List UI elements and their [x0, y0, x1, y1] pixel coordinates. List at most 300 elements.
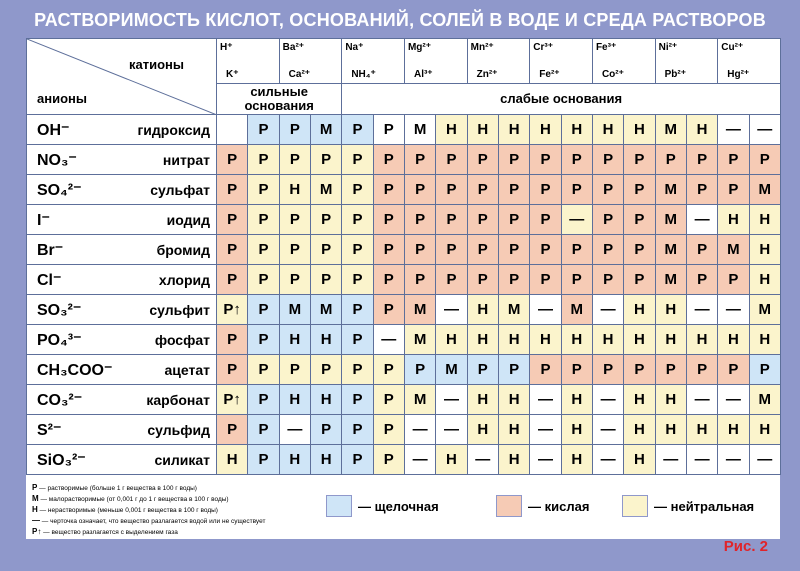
solubility-cell: Р — [404, 355, 435, 385]
solubility-cell: Н — [467, 415, 498, 445]
cation-pair-cell — [279, 39, 342, 84]
solubility-cell: Р — [248, 145, 279, 175]
legend-label: — щелочная — [358, 498, 439, 514]
anion-cell — [27, 145, 217, 175]
solubility-cell: Р — [530, 145, 561, 175]
solubility-cell: М — [655, 175, 686, 205]
solubility-cell: М — [404, 385, 435, 415]
solubility-cell: Р — [217, 145, 248, 175]
solubility-cell: Н — [749, 205, 780, 235]
solubility-cell: Р — [592, 355, 623, 385]
solubility-cell: М — [310, 115, 341, 145]
solubility-cell: М — [655, 235, 686, 265]
solubility-cell: — — [686, 445, 717, 475]
cation-bottom: K⁺ — [226, 69, 239, 80]
anion-cell — [27, 355, 217, 385]
solubility-cell: Р — [498, 235, 529, 265]
solubility-cell: Р — [467, 205, 498, 235]
solubility-cell: Р — [342, 355, 373, 385]
solubility-cell: Н — [561, 415, 592, 445]
solubility-cell: Н — [467, 385, 498, 415]
cation-pair-cell — [592, 39, 655, 84]
legend-notes — [32, 483, 265, 538]
legend-swatch — [496, 495, 522, 517]
solubility-cell: Р — [592, 265, 623, 295]
table-row — [27, 235, 781, 265]
solubility-cell: Р — [279, 235, 310, 265]
solubility-cell: — — [749, 445, 780, 475]
table-row — [27, 115, 781, 145]
solubility-cell: Р↑ — [217, 385, 248, 415]
solubility-cell: Р — [592, 235, 623, 265]
solubility-cell: Р — [310, 235, 341, 265]
solubility-cell: М — [498, 295, 529, 325]
solubility-cell: Н — [624, 445, 655, 475]
solubility-cell: — — [686, 295, 717, 325]
solubility-cell: М — [436, 355, 467, 385]
anion-name: сульфат — [150, 182, 210, 198]
solubility-cell: Н — [624, 385, 655, 415]
table-row — [27, 385, 781, 415]
anion-cell — [27, 235, 217, 265]
solubility-cell: Р — [624, 145, 655, 175]
anion-formula: SiO₃²⁻ — [37, 452, 86, 469]
anion-name: сульфит — [149, 302, 210, 318]
cation-bottom: Pb²⁺ — [664, 69, 686, 80]
cation-top: Fe³⁺ — [595, 42, 617, 53]
solubility-cell: — — [749, 115, 780, 145]
solubility-cell: Р — [342, 175, 373, 205]
solubility-cell: Р — [592, 205, 623, 235]
solubility-cell: Р — [498, 145, 529, 175]
solubility-cell: — — [404, 415, 435, 445]
solubility-cell: Р — [686, 355, 717, 385]
solubility-cell: Р — [342, 325, 373, 355]
solubility-cell: Р — [248, 235, 279, 265]
solubility-cell: Р — [342, 415, 373, 445]
solubility-cell: М — [404, 295, 435, 325]
solubility-cell: — — [592, 445, 623, 475]
legend-note — [32, 494, 265, 505]
solubility-cell: Н — [467, 295, 498, 325]
solubility-cell: Р — [279, 355, 310, 385]
solubility-cell: Н — [310, 325, 341, 355]
solubility-cell: Р — [217, 325, 248, 355]
legend-note-symbol: — — [32, 516, 40, 525]
solubility-cell: Н — [279, 325, 310, 355]
solubility-cell: Н — [217, 445, 248, 475]
anion-name: силикат — [154, 452, 210, 468]
solubility-cell: Р — [373, 355, 404, 385]
solubility-cell: — — [530, 385, 561, 415]
solubility-cell: Н — [310, 385, 341, 415]
legend-item — [496, 495, 589, 517]
solubility-cell: Р — [373, 265, 404, 295]
anion-name: нитрат — [162, 152, 210, 168]
anion-cell — [27, 385, 217, 415]
solubility-cell: Н — [749, 415, 780, 445]
legend-item — [622, 495, 754, 517]
solubility-cell: М — [749, 175, 780, 205]
table-row — [27, 145, 781, 175]
solubility-cell: Р — [342, 445, 373, 475]
solubility-cell: Н — [718, 205, 749, 235]
solubility-cell: Р — [624, 175, 655, 205]
cation-bottom: Zn²⁺ — [476, 69, 498, 80]
solubility-cell: Н — [498, 415, 529, 445]
solubility-cell: Р — [373, 295, 404, 325]
solubility-cell: Н — [279, 385, 310, 415]
legend-item — [326, 495, 439, 517]
solubility-cell: Р — [561, 145, 592, 175]
anion-cell — [27, 205, 217, 235]
cation-top: Ba²⁺ — [282, 42, 305, 53]
solubility-cell: — — [436, 415, 467, 445]
solubility-cell: Р — [624, 355, 655, 385]
solubility-cell: Р — [498, 205, 529, 235]
solubility-cell: — — [279, 415, 310, 445]
solubility-cell: Н — [436, 325, 467, 355]
legend-swatch — [326, 495, 352, 517]
solubility-cell: Р — [749, 355, 780, 385]
solubility-cell: Р — [217, 205, 248, 235]
cation-pair-cell — [342, 39, 405, 84]
solubility-cell: Р — [342, 385, 373, 415]
solubility-cell: Р — [655, 355, 686, 385]
solubility-cell: Р — [718, 145, 749, 175]
solubility-cell: Р — [248, 385, 279, 415]
solubility-cell: Р — [217, 355, 248, 385]
solubility-cell: Р — [467, 265, 498, 295]
solubility-cell: Р — [467, 235, 498, 265]
anion-formula: OH⁻ — [37, 122, 70, 139]
anion-formula: CH₃COO⁻ — [37, 362, 113, 379]
solubility-cell: Р — [342, 265, 373, 295]
anion-formula: NO₃⁻ — [37, 152, 77, 169]
anion-cell — [27, 445, 217, 475]
solubility-cell: Р — [749, 145, 780, 175]
solubility-cell: — — [718, 385, 749, 415]
solubility-cell: Н — [624, 115, 655, 145]
solubility-cell: — — [467, 445, 498, 475]
solubility-cell: Н — [686, 415, 717, 445]
cation-pair-cell — [467, 39, 530, 84]
solubility-cell: Р — [279, 265, 310, 295]
solubility-cell: М — [279, 295, 310, 325]
solubility-cell: Р — [248, 175, 279, 205]
solubility-cell: Н — [718, 415, 749, 445]
solubility-cell: М — [310, 295, 341, 325]
solubility-cell: Н — [498, 385, 529, 415]
solubility-cell: Р — [310, 355, 341, 385]
solubility-cell: Р — [310, 205, 341, 235]
solubility-cell: — — [592, 385, 623, 415]
solubility-cell: Р — [373, 175, 404, 205]
solubility-cell: — — [718, 445, 749, 475]
solubility-table — [26, 38, 781, 475]
solubility-cell: Н — [561, 445, 592, 475]
solubility-cell: Р — [718, 175, 749, 205]
solubility-cell: Р — [279, 205, 310, 235]
solubility-cell: М — [749, 295, 780, 325]
solubility-cell: Р — [373, 145, 404, 175]
legend-note — [32, 516, 265, 527]
strong-bases-header: сильные основания — [217, 84, 342, 115]
anion-formula: CO₃²⁻ — [37, 392, 83, 409]
solubility-cell: Р — [248, 295, 279, 325]
solubility-cell: Н — [498, 325, 529, 355]
cation-top: Cu²⁺ — [721, 42, 744, 53]
cation-pair-cell — [530, 39, 593, 84]
solubility-cell: М — [561, 295, 592, 325]
solubility-cell: Н — [279, 175, 310, 205]
solubility-cell: — — [686, 205, 717, 235]
solubility-cell: Н — [655, 325, 686, 355]
cation-pair-cell — [655, 39, 718, 84]
solubility-cell: Р — [217, 265, 248, 295]
anion-cell — [27, 175, 217, 205]
table-row — [27, 445, 781, 475]
solubility-cell: — — [592, 415, 623, 445]
solubility-cell — [217, 115, 248, 145]
solubility-cell: Р — [248, 115, 279, 145]
anion-cell — [27, 265, 217, 295]
solubility-cell: Р — [404, 205, 435, 235]
solubility-cell: Н — [530, 115, 561, 145]
solubility-cell: Н — [718, 325, 749, 355]
table-row — [27, 295, 781, 325]
anion-name: ацетат — [164, 362, 210, 378]
anion-cell — [27, 325, 217, 355]
solubility-cell: Р — [592, 175, 623, 205]
solubility-cell: Р — [373, 445, 404, 475]
solubility-cell: Р — [686, 235, 717, 265]
solubility-cell: — — [404, 445, 435, 475]
solubility-cell: Р — [530, 355, 561, 385]
cation-top: Mg²⁺ — [407, 42, 432, 53]
cations-label: катионы — [129, 57, 184, 72]
solubility-cell: Р — [342, 235, 373, 265]
solubility-cell: Н — [310, 445, 341, 475]
solubility-cell: М — [655, 115, 686, 145]
solubility-cell: Р — [279, 115, 310, 145]
solubility-cell: — — [718, 295, 749, 325]
solubility-cell: Р — [530, 175, 561, 205]
anion-formula: Br⁻ — [37, 242, 64, 259]
solubility-cell: Н — [624, 325, 655, 355]
solubility-cell: Р — [342, 115, 373, 145]
solubility-cell: Р — [624, 205, 655, 235]
solubility-cell: Н — [561, 325, 592, 355]
solubility-cell: Р — [561, 355, 592, 385]
legend-note-text: — малорастворимые (от 0,001 г до 1 г вещества в 100 г воды) — [38, 496, 229, 503]
solubility-cell: Р — [404, 145, 435, 175]
legend-note-text: — нерастворимые (меньше 0,001 г вещества в 100 г воды) — [37, 507, 218, 514]
solubility-cell: Р — [530, 265, 561, 295]
anion-name: гидроксид — [137, 122, 210, 138]
solubility-cell: Р — [718, 265, 749, 295]
solubility-cell: Р — [404, 265, 435, 295]
solubility-cell: Р — [624, 235, 655, 265]
solubility-cell: М — [310, 175, 341, 205]
solubility-cell: Р — [404, 235, 435, 265]
solubility-cell: Р — [373, 115, 404, 145]
anion-cell — [27, 115, 217, 145]
anion-name: иодид — [166, 212, 210, 228]
legend-label: — кислая — [528, 498, 590, 514]
legend-swatch — [622, 495, 648, 517]
solubility-cell: Р — [248, 355, 279, 385]
solubility-cell: Н — [467, 115, 498, 145]
solubility-cell: Р — [217, 175, 248, 205]
solubility-cell: Р — [686, 265, 717, 295]
solubility-cell: Р — [561, 175, 592, 205]
solubility-cell: Р — [279, 145, 310, 175]
solubility-cell: Р — [686, 175, 717, 205]
anion-formula: SO₄²⁻ — [37, 182, 82, 199]
solubility-cell: Р — [498, 175, 529, 205]
solubility-cell: Р — [373, 205, 404, 235]
cation-bottom: NH₄⁺ — [351, 69, 376, 80]
cation-bottom: Co²⁺ — [601, 69, 624, 80]
solubility-cell: Р — [624, 265, 655, 295]
solubility-cell: Н — [592, 325, 623, 355]
legend-note — [32, 483, 265, 494]
solubility-cell: Н — [624, 415, 655, 445]
solubility-table-container — [26, 38, 780, 483]
solubility-cell: Р — [686, 145, 717, 175]
cation-top: Cr³⁺ — [533, 42, 554, 53]
solubility-cell: — — [373, 325, 404, 355]
anion-formula: PO₄³⁻ — [37, 332, 82, 349]
solubility-cell: Н — [749, 325, 780, 355]
solubility-cell: Р — [655, 145, 686, 175]
solubility-cell: Н — [655, 385, 686, 415]
anion-formula: S²⁻ — [37, 422, 62, 439]
solubility-cell: Н — [279, 445, 310, 475]
solubility-cell: Р — [467, 355, 498, 385]
cation-pair-cell — [718, 39, 781, 84]
solubility-cell: Р — [310, 415, 341, 445]
solubility-cell: Н — [686, 325, 717, 355]
solubility-cell: М — [404, 325, 435, 355]
solubility-cell: Р — [561, 235, 592, 265]
anion-name: хлорид — [158, 272, 210, 288]
solubility-cell: Р — [561, 265, 592, 295]
solubility-cell: Р — [248, 445, 279, 475]
table-row — [27, 355, 781, 385]
anion-name: сульфид — [147, 422, 210, 438]
legend — [26, 483, 780, 539]
page-title: РАСТВОРИМОСТЬ КИСЛОТ, ОСНОВАНИЙ, СОЛЕЙ В ВОДЕ И СРЕДА РАСТВОРОВ — [34, 10, 766, 30]
cation-header-row — [27, 39, 781, 84]
cation-bottom: Hg²⁺ — [727, 69, 750, 80]
solubility-cell: Р — [373, 235, 404, 265]
anion-name: карбонат — [146, 392, 210, 408]
legend-note — [32, 527, 265, 538]
solubility-cell: Р — [248, 265, 279, 295]
anion-name: бромид — [156, 242, 210, 258]
anions-label: анионы — [37, 91, 87, 106]
table-corner — [27, 39, 217, 115]
solubility-cell: М — [655, 205, 686, 235]
anion-formula: Cl⁻ — [37, 272, 62, 289]
solubility-cell: Р — [217, 415, 248, 445]
solubility-cell: Р — [248, 205, 279, 235]
legend-note-symbol: Р↑ — [32, 527, 42, 536]
solubility-cell: Р — [718, 355, 749, 385]
legend-note-symbol: Р — [32, 483, 38, 492]
anion-cell — [27, 295, 217, 325]
table-row — [27, 205, 781, 235]
legend-note-symbol: М — [32, 494, 39, 503]
solubility-cell: Р — [248, 415, 279, 445]
cation-bottom: Fe²⁺ — [539, 69, 560, 80]
solubility-cell: Р — [436, 235, 467, 265]
table-row — [27, 265, 781, 295]
legend-note-text: — вещество разлагается с выделением газа — [41, 529, 178, 536]
solubility-cell: Р — [436, 265, 467, 295]
solubility-cell: Н — [749, 265, 780, 295]
solubility-cell: Р — [498, 355, 529, 385]
solubility-cell: — — [655, 445, 686, 475]
solubility-cell: — — [592, 295, 623, 325]
table-row — [27, 325, 781, 355]
cation-bottom: Ca²⁺ — [288, 69, 311, 80]
solubility-cell: Р — [592, 145, 623, 175]
solubility-cell: — — [686, 385, 717, 415]
solubility-cell: Р — [310, 265, 341, 295]
anion-name: фосфат — [154, 332, 210, 348]
solubility-cell: Р — [342, 205, 373, 235]
figure-label: Рис. 2 — [723, 538, 768, 555]
legend-label: — нейтральная — [654, 498, 755, 514]
solubility-cell: — — [561, 205, 592, 235]
cation-top: H⁺ — [220, 42, 233, 53]
cation-top: Mn²⁺ — [470, 42, 494, 53]
table-row — [27, 175, 781, 205]
solubility-cell: М — [655, 265, 686, 295]
solubility-cell: М — [749, 385, 780, 415]
anion-formula: SO₃²⁻ — [37, 302, 82, 319]
solubility-cell: Р — [373, 415, 404, 445]
cation-bottom: Al³⁺ — [413, 69, 433, 80]
solubility-cell: — — [718, 115, 749, 145]
solubility-cell: Н — [655, 415, 686, 445]
solubility-cell: Р — [530, 205, 561, 235]
solubility-cell: Н — [749, 235, 780, 265]
solubility-cell: М — [404, 115, 435, 145]
solubility-cell: Н — [561, 115, 592, 145]
solubility-cell: Р — [436, 145, 467, 175]
weak-bases-header: слабые основания — [342, 84, 781, 115]
solubility-cell: Н — [530, 325, 561, 355]
solubility-cell: Р↑ — [217, 295, 248, 325]
solubility-cell: Н — [467, 325, 498, 355]
solubility-cell: Н — [436, 115, 467, 145]
solubility-cell: Р — [498, 265, 529, 295]
solubility-cell: Н — [655, 295, 686, 325]
solubility-cell: Р — [467, 145, 498, 175]
table-row — [27, 415, 781, 445]
cation-pair-cell — [404, 39, 467, 84]
cation-top: Ni²⁺ — [658, 42, 678, 53]
anion-formula: I⁻ — [37, 212, 50, 229]
solubility-cell: Р — [217, 235, 248, 265]
solubility-cell: Р — [248, 325, 279, 355]
solubility-cell: Р — [436, 175, 467, 205]
solubility-cell: Н — [561, 385, 592, 415]
